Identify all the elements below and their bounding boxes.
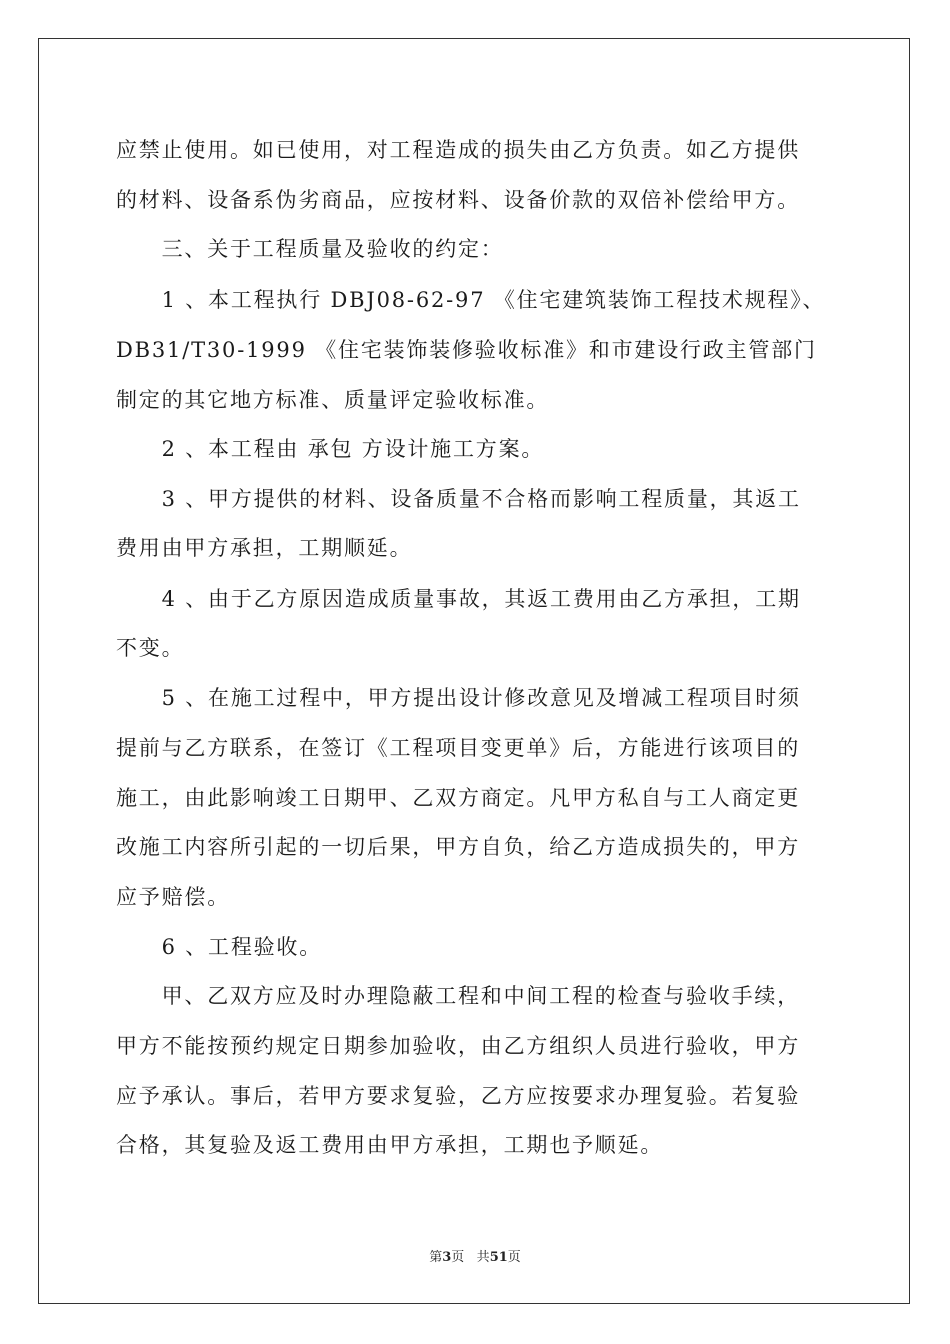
text-line: 改施工内容所引起的一切后果，甲方自负，给乙方造成损失的，甲方: [116, 835, 800, 859]
text-line: 2 、本工程由 承包 方设计施工方案。: [116, 437, 545, 461]
text-line: 提前与乙方联系，在签订《工程项目变更单》后，方能进行该项目的: [116, 736, 800, 760]
page-label-suffix: 页: [451, 1250, 465, 1265]
text-line: 4 、由于乙方原因造成质量事故，其返工费用由乙方承担，工期: [116, 587, 801, 611]
text-line: 费用由甲方承担，工期顺延。: [116, 536, 413, 560]
page-border: [38, 38, 910, 1304]
page-footer: [0, 1246, 950, 1265]
total-label-prefix: 共: [476, 1250, 490, 1265]
text-line: 应予承认。事后，若甲方要求复验，乙方应按要求办理复验。若复验: [116, 1084, 800, 1108]
text-line: 制定的其它地方标准、质量评定验收标准。: [116, 388, 550, 412]
total-pages: 51: [489, 1250, 508, 1265]
text-line: 三、关于工程质量及验收的约定：: [116, 237, 504, 261]
text-line: DB31/T30-1999 《住宅装饰装修验收标准》和市建设行政主管部门: [116, 338, 817, 362]
text-line: 1 、本工程执行 DBJ08-62-97 《住宅建筑装饰工程技术规程》、: [116, 288, 826, 312]
text-line: 甲方不能按预约规定日期参加验收，由乙方组织人员进行验收，甲方: [116, 1034, 800, 1058]
text-line: 6 、工程验收。: [116, 935, 323, 959]
text-line: 合格，其复验及返工费用由甲方承担，工期也予顺延。: [116, 1133, 664, 1157]
text-line: 不变。: [116, 636, 185, 660]
text-line: 甲、乙双方应及时办理隐蔽工程和中间工程的检查与验收手续，: [116, 984, 800, 1008]
page-label-prefix: 第: [429, 1250, 443, 1265]
text-line: 应予赔偿。: [116, 885, 230, 909]
text-line: 的材料、设备系伪劣商品，应按材料、设备价款的双倍补偿给甲方。: [116, 188, 800, 212]
page-number: 3: [442, 1250, 452, 1265]
text-line: 应禁止使用。如已使用，对工程造成的损失由乙方负责。如乙方提供: [116, 138, 800, 162]
total-label-suffix: 页: [507, 1250, 521, 1265]
text-line: 施工，由此影响竣工日期甲、乙双方商定。凡甲方私自与工人商定更: [116, 786, 800, 810]
text-line: 3 、甲方提供的材料、设备质量不合格而影响工程质量，其返工: [116, 487, 801, 511]
text-line: 5 、在施工过程中，甲方提出设计修改意见及增减工程项目时须: [116, 686, 801, 710]
